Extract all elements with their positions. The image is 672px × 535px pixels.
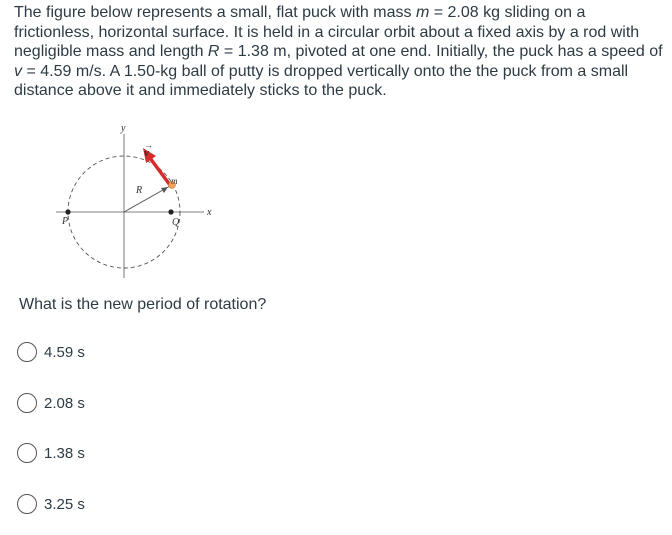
speed-variable: v — [14, 62, 22, 80]
radio-button[interactable] — [17, 443, 37, 463]
q-label: Q — [172, 217, 180, 228]
radio-button[interactable] — [17, 393, 37, 413]
x-axis-label: x — [207, 207, 212, 218]
answer-option-3[interactable] — [17, 441, 85, 465]
answer-label: 2.08 s — [44, 394, 85, 412]
problem-statement — [14, 3, 664, 101]
radio-button[interactable] — [17, 342, 37, 362]
velocity-vector-bar: → — [144, 140, 153, 150]
y-axis-label: y — [121, 123, 126, 134]
answer-option-4[interactable] — [17, 492, 85, 516]
answer-option-2[interactable] — [17, 391, 85, 415]
mass-label: m — [171, 176, 178, 186]
problem-text-4: = 4.59 m/s. A 1.50-kg ball of putty is dropped vertically onto the the puck from a small distance above it and immediately sticks to the puck. — [14, 62, 629, 99]
mass-variable: m — [415, 4, 430, 21]
answer-label: 3.25 s — [44, 495, 85, 513]
answer-label: 4.59 s — [44, 343, 85, 361]
problem-text-3: = 1.38 m, pivoted at one end. Initially, the puck has a speed of — [219, 43, 663, 60]
answer-option-1[interactable] — [17, 340, 85, 364]
problem-text-2: = 2.08 kg sliding on a frictionless, horizontal surface. It is held in a circular orbit about a fixed axis by a rod with negligible mass and length — [14, 4, 640, 60]
question-text: What is the new period of rotation? — [19, 296, 267, 313]
velocity-label: v — [144, 147, 149, 159]
length-variable: R — [207, 43, 220, 60]
orbit-figure — [52, 118, 222, 278]
p-label: P — [62, 216, 69, 227]
point-p — [65, 209, 70, 214]
problem-text-1: The figure below represents a small, flat puck with mass — [14, 4, 416, 21]
radio-button[interactable] — [17, 494, 37, 514]
velocity-arrow — [150, 158, 170, 185]
point-q — [168, 209, 173, 214]
rod-label: R — [136, 185, 143, 196]
answer-label: 1.38 s — [44, 444, 85, 462]
